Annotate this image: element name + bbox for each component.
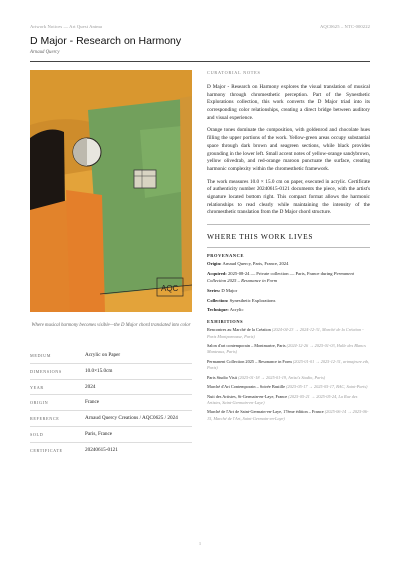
exhibitions-list xyxy=(207,327,370,421)
provenance-technique: Technique: Acrylic xyxy=(207,307,244,313)
metadata-row xyxy=(30,410,192,426)
provenance-origin: Origin: Arnaud Quercy, Paris, France, 2024 xyxy=(207,261,289,266)
curatorial-paragraph-1: D Major - Research on Harmony explores the visual translation of musical harmony through chromesthetic perception. Part of the Synesthetic Explorations collection, this work converts the D Major triad into its corresponding color relationships, creating a direct bridge between auditory and visual experience. xyxy=(207,84,370,121)
metadata-value: Paris, France xyxy=(85,430,113,437)
exhibition-meta: (2025-01-01 → 2025-12-31, artmajeure.eth, Paris) xyxy=(207,358,370,371)
metadata-key: CERTIFICATE xyxy=(30,447,63,453)
artwork-painting xyxy=(30,70,192,312)
exhibition-meta: (2024-04-23 → 2024-12-31, Marché de la Création - Paris Montparnasse, Paris) xyxy=(207,327,364,339)
provenance-label: PROVENANCE xyxy=(207,253,244,258)
provenance-series: Series: D Major xyxy=(207,287,238,293)
right-column xyxy=(207,70,370,425)
artwork-image xyxy=(30,70,192,312)
metadata-value: 2024 xyxy=(85,383,96,390)
artwork-grid-square xyxy=(134,170,156,188)
artwork-right-edge xyxy=(180,96,192,292)
artist-name: Arnaud Quercy xyxy=(30,50,60,55)
exhibition-name: Nuit des Artistes, St-Germain-en-Laye, France xyxy=(207,393,288,399)
metadata-key: DIMENSIONS xyxy=(30,368,62,374)
exhibition-item xyxy=(207,327,370,339)
provenance-collection: Collection: Synesthetic Explorations xyxy=(207,297,276,303)
artwork-signature: AQC xyxy=(161,284,179,293)
metadata-value: France xyxy=(85,399,100,406)
exhibition-meta: (2024-12-26 → 2025-01-03, Halle des Blancs Manteaux, Paris) xyxy=(207,343,366,355)
curatorial-paragraph-2: Orange tones dominate the composition, with goldenrod and chocolate hues filling the upper portions of the work. Yellow-green areas occupy substantial space through dark brown and seagreen sections, while black provides grounding in the lower left. Small accent notes of yellow-orange sandybrown, yellow olivedrab, and red-orange maroon punctuate the surface, creating harmonic complexity within the chromesthetic framework. xyxy=(207,127,370,172)
metadata-row xyxy=(30,379,192,395)
artwork-orange-middle xyxy=(66,190,105,312)
metadata-table xyxy=(30,348,192,458)
exhibition-item xyxy=(207,384,370,390)
provenance-acquired: Acquired: 2025-08-24 — Private collection — Paris, France during Permanent Collection 2025 – Resonance in Form xyxy=(207,270,354,283)
exhibition-name: Salon d'art contemporain – Montmartre, Paris xyxy=(207,343,286,349)
metadata-key: SOLD xyxy=(30,431,44,437)
exhibition-name: Permanent Collection 2025 – Resonance in Form xyxy=(207,358,292,364)
curatorial-paragraph-3: The work measures 10.0 × 15.0 cm on paper, executed in acrylic. Certificate of authenticity number 20240615-0121 documents the piece, with the artist's signature located bottom right. This compact format allows the harmonic relationships to read clearly while maintaining the intensity of the chromesthetic translation from the D Major chord structure. xyxy=(207,178,370,216)
exhibition-name: Rencontres au Marché de la Création xyxy=(207,327,271,333)
section-divider xyxy=(207,224,370,225)
metadata-row xyxy=(30,442,192,458)
exhibition-item xyxy=(207,394,370,406)
metadata-row xyxy=(30,348,192,363)
metadata-row xyxy=(30,426,192,442)
exhibition-item xyxy=(207,359,370,371)
top-bar xyxy=(30,24,370,29)
exhibition-item xyxy=(207,409,370,421)
lives-title: WHERE THIS WORK LIVES xyxy=(207,232,314,241)
header-divider xyxy=(30,61,370,62)
metadata-value: 20240615-0121 xyxy=(85,446,118,453)
exhibition-item xyxy=(207,343,370,355)
exhibition-meta: (2025-05-17 → 2025-05-17, BAC, Saint-Paris) xyxy=(286,384,368,390)
exhibition-item xyxy=(207,375,370,381)
exhibition-meta: (2025-01-18 → 2025-01-19, Artist's Studio, Paris) xyxy=(238,374,326,380)
exhibitions-label: EXHIBITIONS xyxy=(207,319,244,325)
metadata-key: REFERENCE xyxy=(30,416,60,422)
page-number: 1 xyxy=(198,541,202,546)
reference-label: AQC0625 – NTC-000222 xyxy=(320,24,370,29)
exhibition-name: Paris Studio Visit xyxy=(207,374,237,380)
section-divider-2 xyxy=(207,247,370,248)
metadata-row xyxy=(30,363,192,379)
artwork-caption: Where musical harmony becomes visible—the D Major chord translated into color xyxy=(31,323,191,328)
series-label: Artwork Notices — Art Quest Anima xyxy=(30,24,103,29)
metadata-value: 10.0×15.0cm xyxy=(85,367,113,374)
exhibition-name: Marché de l'Art de Saint-Germain-en-Laye, 17ème édition – France xyxy=(207,409,324,415)
artwork-orange-lower xyxy=(30,200,72,312)
metadata-key: MEDIUM xyxy=(30,353,52,358)
metadata-value: Acrylic on Paper xyxy=(85,352,121,358)
exhibition-meta: (2025-06-14 → 2025-06-15, Marché de l'Art, Saint-Germain-en-Laye) xyxy=(207,409,369,421)
curatorial-label: CURATORIAL NOTES xyxy=(207,70,261,75)
page-title: D Major - Research on Harmony xyxy=(30,35,182,47)
exhibition-name: Marché d'Art Contemporain – Soirée Bastille xyxy=(207,384,285,390)
metadata-value: Arnaud Quercy Creations / AQC0625 / 2024 xyxy=(85,415,178,422)
metadata-row xyxy=(30,394,192,410)
metadata-key: YEAR xyxy=(30,384,44,390)
exhibition-meta: (2025-05-21 → 2025-05-24, La Rue des Artistes, Saint-Germain-en-Laye) xyxy=(207,393,358,405)
metadata-key: ORIGIN xyxy=(30,400,49,406)
